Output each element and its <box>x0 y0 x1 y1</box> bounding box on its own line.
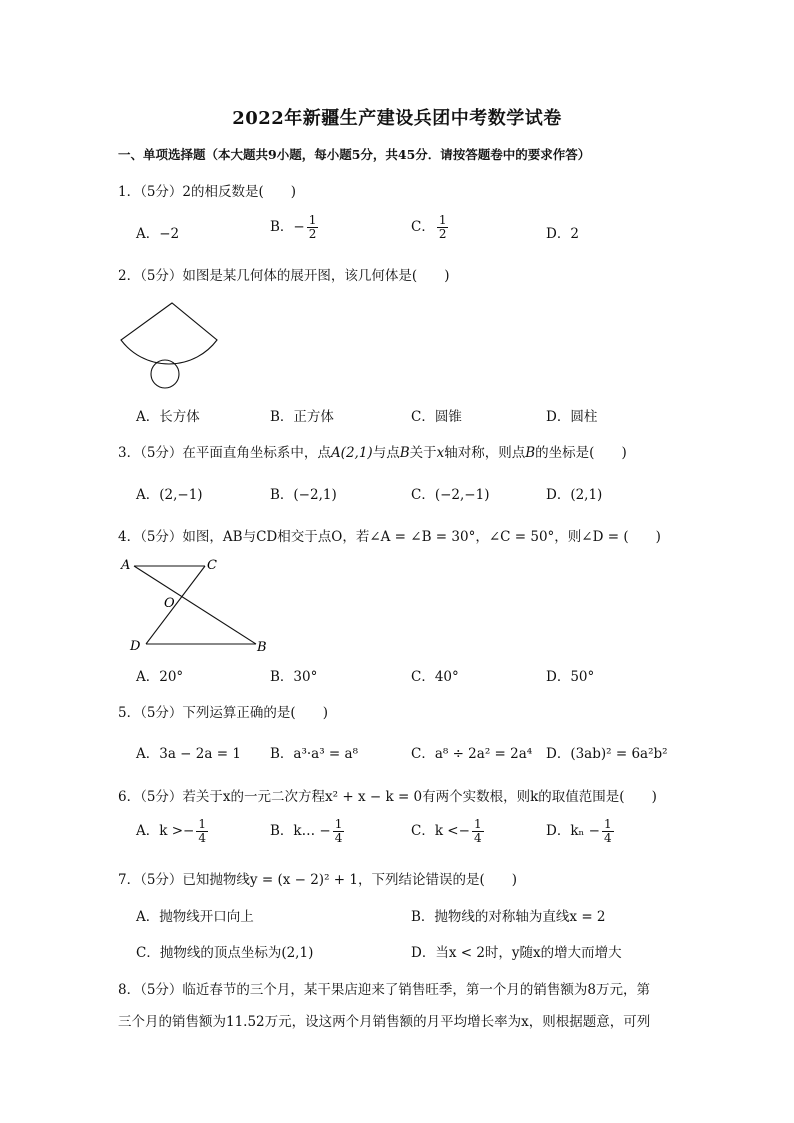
segment-ab <box>134 566 256 644</box>
q7-option-b: B．抛物线的对称轴为直线x = 2 <box>411 909 606 925</box>
fraction-numerator: 1 <box>198 817 206 831</box>
q6-option-c-label: C．k <− <box>411 823 470 839</box>
fraction-denominator: 4 <box>334 831 343 845</box>
q1-option-b-sign: − <box>293 219 305 235</box>
q5-option-c: C．a⁸ ÷ 2a² = 2a⁴ <box>411 746 533 762</box>
q6-option-b-fraction <box>333 818 345 845</box>
q5-option-b: B．a³·a³ = a⁸ <box>270 746 358 762</box>
section-heading: 一、单项选择题（本大题共9小题，每小题5分，共45分．请按答题卷中的要求作答） <box>118 147 591 162</box>
q1-option-c <box>411 214 450 241</box>
q6-option-c-fraction <box>472 818 484 845</box>
q1-option-b <box>270 214 320 241</box>
q1-option-c-fraction <box>437 214 449 241</box>
q1-option-c-label: C． <box>411 219 435 235</box>
q3-option-c: C．(−2,−1) <box>411 487 490 503</box>
q6-option-d <box>546 818 616 845</box>
q6-option-a <box>136 818 210 845</box>
fraction-denominator: 4 <box>603 831 612 845</box>
fraction-denominator: 4 <box>473 831 482 845</box>
q6-option-b-label: B．k… − <box>270 823 331 839</box>
intersecting-lines-figure <box>116 554 276 658</box>
fraction-numerator: 1 <box>334 817 343 831</box>
question-6-stem: 6．（5分）若关于x的一元二次方程x² + x − k = 0有两个实数根，则k的取值范围是( ) <box>118 789 657 805</box>
q3-text: 关于 <box>409 445 437 461</box>
fraction-denominator: 2 <box>308 227 317 241</box>
fraction-numerator: 1 <box>473 817 482 831</box>
q7-option-c: C．抛物线的顶点坐标为(2,1) <box>136 945 314 961</box>
fraction-denominator: 4 <box>198 831 206 845</box>
segment-cd <box>146 566 205 644</box>
label-b: B <box>257 640 267 655</box>
q6-option-c <box>411 818 486 845</box>
question-5-stem: 5．（5分）下列运算正确的是( ) <box>118 705 328 721</box>
q3-text: 与点 <box>372 445 400 461</box>
label-c: C <box>207 558 217 573</box>
question-8-line-2: 三个月的销售额为11.52万元，设这两个月销售额的月平均增长率为x，则根据题意，可列 <box>118 1014 651 1030</box>
q4-option-b: B．30° <box>270 669 318 685</box>
label-o: O <box>164 596 175 611</box>
fraction-numerator: 1 <box>308 213 317 227</box>
q4-option-d: D．50° <box>546 669 595 685</box>
q2-option-d: D．圆柱 <box>546 409 598 425</box>
q1-option-b-label: B． <box>270 219 294 235</box>
label-a: A <box>121 558 131 573</box>
q6-option-b <box>270 818 346 845</box>
q4-option-a: A．20° <box>136 669 184 685</box>
q6-option-a-fraction <box>196 818 208 845</box>
sector-shape <box>121 303 217 364</box>
q7-option-a: A．抛物线开口向上 <box>136 909 254 925</box>
question-8-line-1: 8．（5分）临近春节的三个月，某干果店迎来了销售旺季，第一个月的销售额为8万元，第 <box>118 982 651 998</box>
q3-point-b: B <box>399 445 410 461</box>
fraction-numerator: 1 <box>438 213 447 227</box>
q2-option-b: B．正方体 <box>270 409 334 425</box>
q3-point-a: A(2,1) <box>330 445 373 461</box>
cone-net-figure <box>116 298 222 394</box>
label-d: D <box>130 639 141 654</box>
q1-option-b-fraction <box>307 214 319 241</box>
q2-option-a: A．长方体 <box>136 409 200 425</box>
q7-option-d: D．当x < 2时，y随x的增大而增大 <box>411 945 622 961</box>
q1-option-a: A．−2 <box>136 226 180 242</box>
q6-option-d-fraction <box>602 818 614 845</box>
q6-option-a-label: A．k >− <box>136 823 195 839</box>
q5-option-a: A．3a − 2a = 1 <box>136 746 241 762</box>
question-2-stem: 2．（5分）如图是某几何体的展开图，该几何体是( ) <box>118 268 450 284</box>
q3-text: 的坐标是( ) <box>535 445 627 461</box>
q3-option-d: D．(2,1) <box>546 487 603 503</box>
question-4-stem: 4．（5分）如图，AB与CD相交于点O，若∠A = ∠B = 30°，∠C = 50°，则∠D = ( ) <box>118 529 661 545</box>
q2-option-c: C．圆锥 <box>411 409 462 425</box>
question-1-stem: 1．（5分）2的相反数是( ) <box>118 184 297 200</box>
q6-option-d-label: D．kₙ − <box>546 823 600 839</box>
page-title: 2022年新疆生产建设兵团中考数学试卷 <box>232 108 562 129</box>
q3-point-b: B <box>525 445 536 461</box>
q5-option-d: D．(3ab)² = 6a²b² <box>546 746 668 762</box>
q3-option-b: B．(−2,1) <box>270 487 337 503</box>
question-3-stem <box>118 441 627 461</box>
q4-option-c: C．40° <box>411 669 459 685</box>
q3-text: 轴对称，则点 <box>444 445 526 461</box>
question-7-stem: 7．（5分）已知抛物线y = (x − 2)² + 1，下列结论错误的是( ) <box>118 872 518 888</box>
fraction-denominator: 2 <box>438 227 447 241</box>
q3-axis-var: x <box>436 445 445 461</box>
q3-text: 3．（5分）在平面直角坐标系中，点 <box>118 445 331 461</box>
q1-option-d: D．2 <box>546 226 579 242</box>
q3-option-a: A．(2,−1) <box>136 487 203 503</box>
fraction-numerator: 1 <box>603 817 612 831</box>
